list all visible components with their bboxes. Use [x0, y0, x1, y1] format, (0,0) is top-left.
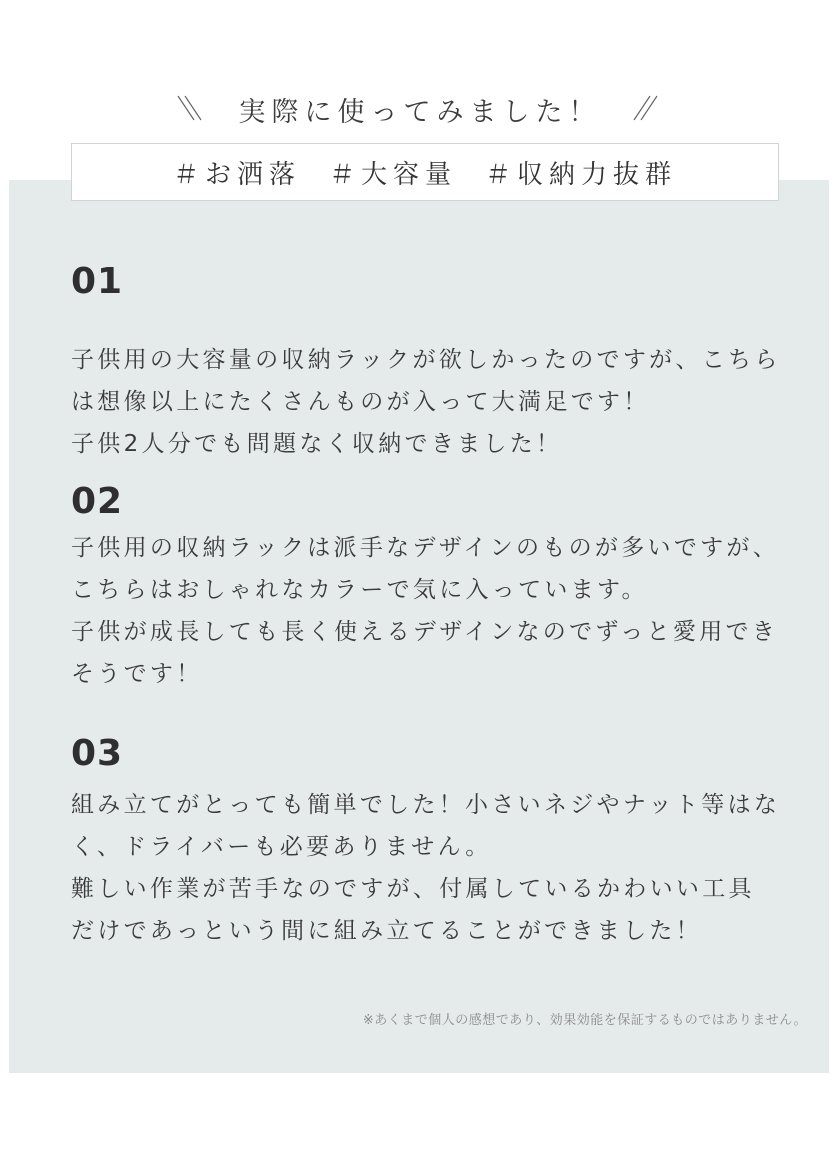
- review-line: そうです！: [71, 661, 203, 687]
- hashtag-stylish: ＃お洒落: [172, 159, 301, 190]
- review-line: 子供2人分でも問題なく収納できました！: [71, 431, 563, 457]
- review-section-3: [71, 734, 791, 952]
- review-line: 子供が成長しても長く使えるデザインなのでずっと愛用でき: [71, 619, 779, 645]
- review-line: こちらはおしゃれなカラーで気に入っています。: [71, 577, 648, 603]
- review-line: だけであっという間に組み立てることができました！: [71, 918, 702, 944]
- review-line: 子供用の大容量の収納ラックが欲しかったのですが、こちら: [71, 347, 781, 373]
- hashtag-large-capacity: ＃大容量: [328, 159, 457, 190]
- double-slash-right-icon: [632, 94, 660, 122]
- review-line: く、ドライバーも必要ありません。: [71, 834, 492, 860]
- review-text: [71, 339, 791, 465]
- disclaimer-note: ※あくまで個人の感想であり、効果効能を保証するものではありません。: [362, 1013, 807, 1028]
- section-number: 01: [71, 261, 124, 302]
- review-text: [71, 527, 791, 695]
- hashtag-box: [71, 143, 779, 201]
- review-line: は想像以上にたくさんものが入って大満足です！: [71, 389, 650, 415]
- hashtag-storage-power: ＃収納力抜群: [485, 159, 678, 190]
- section-number: 02: [71, 481, 124, 522]
- section-number: 03: [71, 733, 124, 774]
- review-section-1: [71, 262, 791, 465]
- page-title: 実際に使ってみました！: [238, 97, 602, 128]
- review-section-2: [71, 482, 791, 695]
- review-line: 難しい作業が苦手なのですが、付属しているかわいい工具: [71, 876, 755, 902]
- heading-row: [0, 84, 837, 134]
- review-line: 組み立てがとっても簡単でした！小さいネジやナット等はな: [71, 792, 781, 818]
- review-text: [71, 784, 791, 952]
- review-line: 子供用の収納ラックは派手なデザインのものが多いですが、: [71, 535, 780, 561]
